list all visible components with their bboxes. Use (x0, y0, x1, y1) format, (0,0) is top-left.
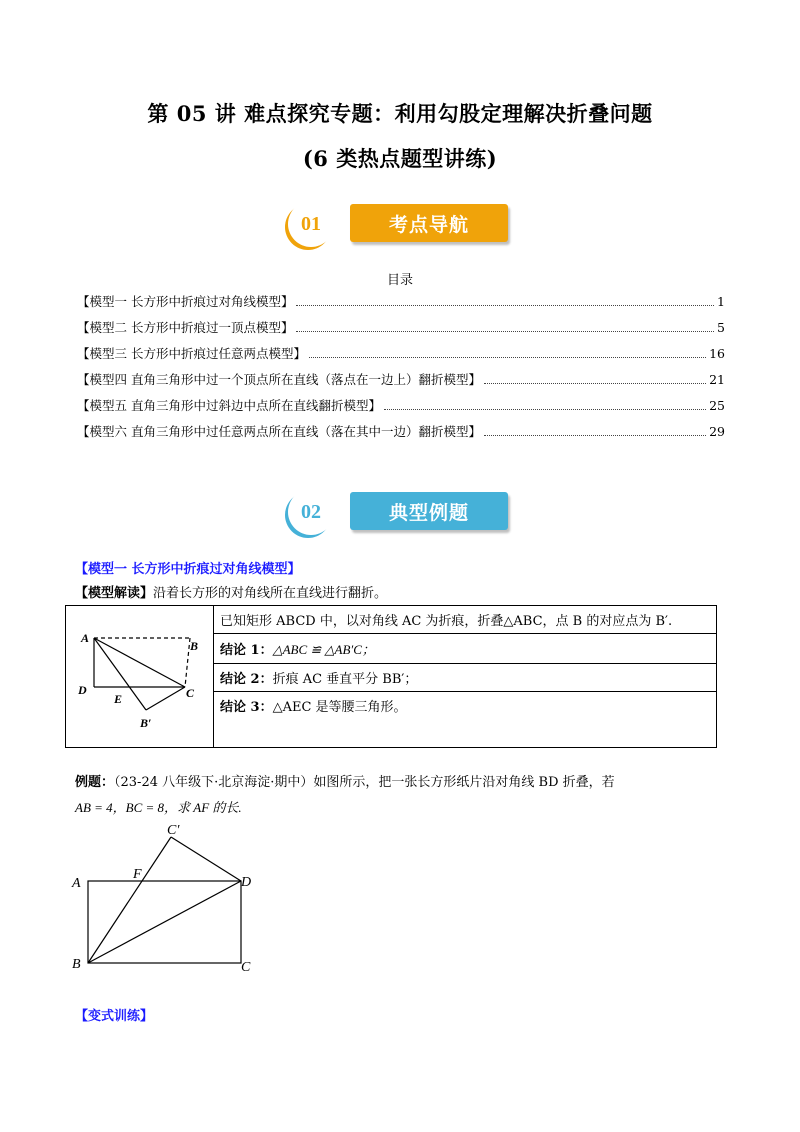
toc-item-page: 1 (717, 294, 725, 309)
fold-diagram-example (60, 815, 270, 980)
toc-item[interactable] (77, 292, 725, 310)
point-label-E: E (114, 692, 123, 706)
model-table (65, 605, 717, 748)
toc-item[interactable] (77, 396, 725, 414)
section-badge-02 (288, 489, 513, 535)
toc-item-text: 【模型一 长方形中折痕过对角线模型】 (77, 294, 294, 309)
page-subtitle: (6 类热点题型讲练) (302, 146, 498, 171)
toc-item-page: 29 (709, 424, 725, 439)
fold-diagram-model1 (66, 606, 213, 743)
point-label-A: A (81, 631, 90, 645)
point-label-Cp: C′ (167, 823, 180, 838)
example-text: 例题：（23-24 八年级下·北京海淀·期中）如图所示，把一张长方形纸片沿对角线 BD 折叠，若 (75, 775, 615, 790)
variant-heading: 【变式训练】 (75, 1009, 154, 1024)
point-label-F: F (133, 867, 142, 882)
section-number: 02 (288, 489, 334, 535)
toc-item-page: 25 (709, 398, 725, 413)
model-heading: 【模型一 长方形中折痕过对角线模型】 (75, 562, 301, 577)
point-label-A: A (72, 876, 81, 891)
toc-item[interactable] (77, 422, 725, 440)
toc-heading: 目录 (386, 273, 413, 288)
section-badge-01 (288, 201, 513, 247)
section-number: 01 (288, 201, 334, 247)
toc-item-text: 【模型三 长方形中折痕过任意两点模型】 (77, 346, 306, 361)
conclusion-2: 结论 2：折痕 AC 垂直平分 BB′； (214, 664, 717, 692)
toc-item[interactable] (77, 344, 725, 362)
point-label-Bp: B′ (140, 716, 152, 730)
toc-item-text: 【模型四 直角三角形中过一个顶点所在直线（落点在一边上）翻折模型】 (77, 372, 481, 387)
point-label-C: C (186, 686, 195, 700)
toc-item[interactable] (77, 370, 725, 388)
point-label-D: D (241, 875, 252, 890)
model-figure-cell (66, 606, 214, 748)
point-label-C: C (241, 960, 251, 975)
toc-item-text: 【模型五 直角三角形中过斜边中点所在直线翻折模型】 (77, 398, 381, 413)
toc-item-text: 【模型二 长方形中折痕过一顶点模型】 (77, 320, 294, 335)
toc-item[interactable] (77, 318, 725, 336)
section-label: 考点导航 (350, 204, 508, 242)
point-label-B: B (190, 639, 199, 653)
model-given-row: 已知矩形 ABCD 中，以对角线 AC 为折痕，折叠△ABC，点 B 的对应点为 B′. (214, 606, 717, 634)
section-label: 典型例题 (350, 492, 508, 530)
point-label-D: D (78, 683, 87, 697)
page-title: 第 05 讲 难点探究专题：利用勾股定理解决折叠问题 (147, 101, 653, 126)
conclusion-1: 结论 1：△ABC ≌ △AB′C； (214, 633, 717, 663)
example-given: AB = 4，BC = 8，求 AF 的长. (75, 800, 242, 815)
toc-item-page: 21 (709, 372, 725, 387)
toc-item-text: 【模型六 直角三角形中过任意两点所在直线（落在其中一边）翻折模型】 (77, 424, 481, 439)
toc-item-page: 16 (709, 346, 725, 361)
toc-item-page: 5 (717, 320, 725, 335)
point-label-B: B (72, 957, 81, 972)
conclusion-3: 结论 3：△AEC 是等腰三角形。 (214, 692, 717, 748)
model-explain: 【模型解读】沿着长方形的对角线所在直线进行翻折。 (75, 586, 388, 601)
